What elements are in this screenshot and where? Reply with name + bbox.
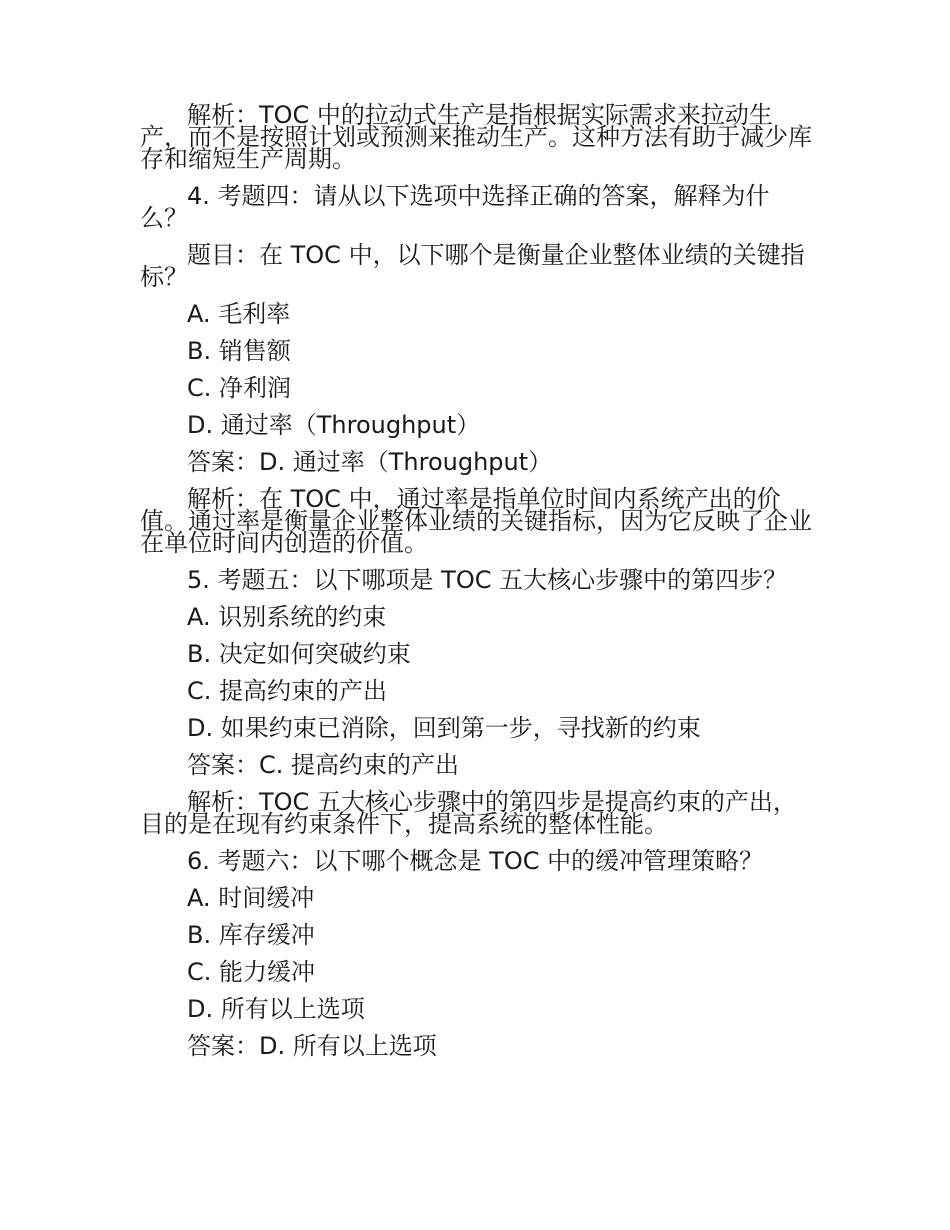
question-4-prompt: 题目：在 TOC 中，以下哪个是衡量企业整体业绩的关键指标？ (140, 241, 805, 291)
question-6-option-c: C. 能力缓冲 (187, 958, 316, 986)
question-4-answer: 答案：D. 通过率（Throughput） (187, 448, 553, 476)
question-4-heading: 4. 考题四：请从以下选项中选择正确的答案，解释为什么？ (140, 182, 770, 232)
question-5-option-b: B. 决定如何突破约束 (187, 640, 411, 668)
question-4-option-d: D. 通过率（Throughput） (187, 411, 481, 439)
question-4-option-c: C. 净利润 (187, 374, 292, 402)
question-6-heading: 6. 考题六：以下哪个概念是 TOC 中的缓冲管理策略？ (187, 847, 764, 875)
question-5-heading: 5. 考题五：以下哪项是 TOC 五大核心步骤中的第四步？ (187, 566, 788, 594)
question-4-option-b: B. 销售额 (187, 337, 291, 365)
question-5-option-a: A. 识别系统的约束 (187, 603, 387, 631)
document-body (140, 101, 812, 1060)
question-5-option-d: D. 如果约束已消除，回到第一步，寻找新的约束 (187, 714, 701, 742)
analysis-paragraph-q3: 解析：TOC 中的拉动式生产是指根据实际需求来拉动生产，而不是按照计划或预测来推动生产。这种方法有助于减少库存和缩短生产周期。 (140, 101, 812, 173)
question-6-answer: 答案：D. 所有以上选项 (187, 1032, 437, 1060)
question-5-option-c: C. 提高约束的产出 (187, 677, 388, 705)
question-6-option-b: B. 库存缓冲 (187, 921, 315, 949)
question-6-option-a: A. 时间缓冲 (187, 884, 315, 912)
question-4-option-a: A. 毛利率 (187, 300, 291, 328)
analysis-paragraph-q5: 解析：TOC 五大核心步骤中的第四步是提高约束的产出，目的是在现有约束条件下，提高系统的整体性能。 (140, 788, 797, 838)
analysis-paragraph-q4: 解析：在 TOC 中，通过率是指单位时间内系统产出的价值。通过率是衡量企业整体业绩的关键指标，因为它反映了企业在单位时间内创造的价值。 (140, 485, 812, 557)
question-5-answer: 答案：C. 提高约束的产出 (187, 751, 460, 779)
question-6-option-d: D. 所有以上选项 (187, 995, 365, 1023)
